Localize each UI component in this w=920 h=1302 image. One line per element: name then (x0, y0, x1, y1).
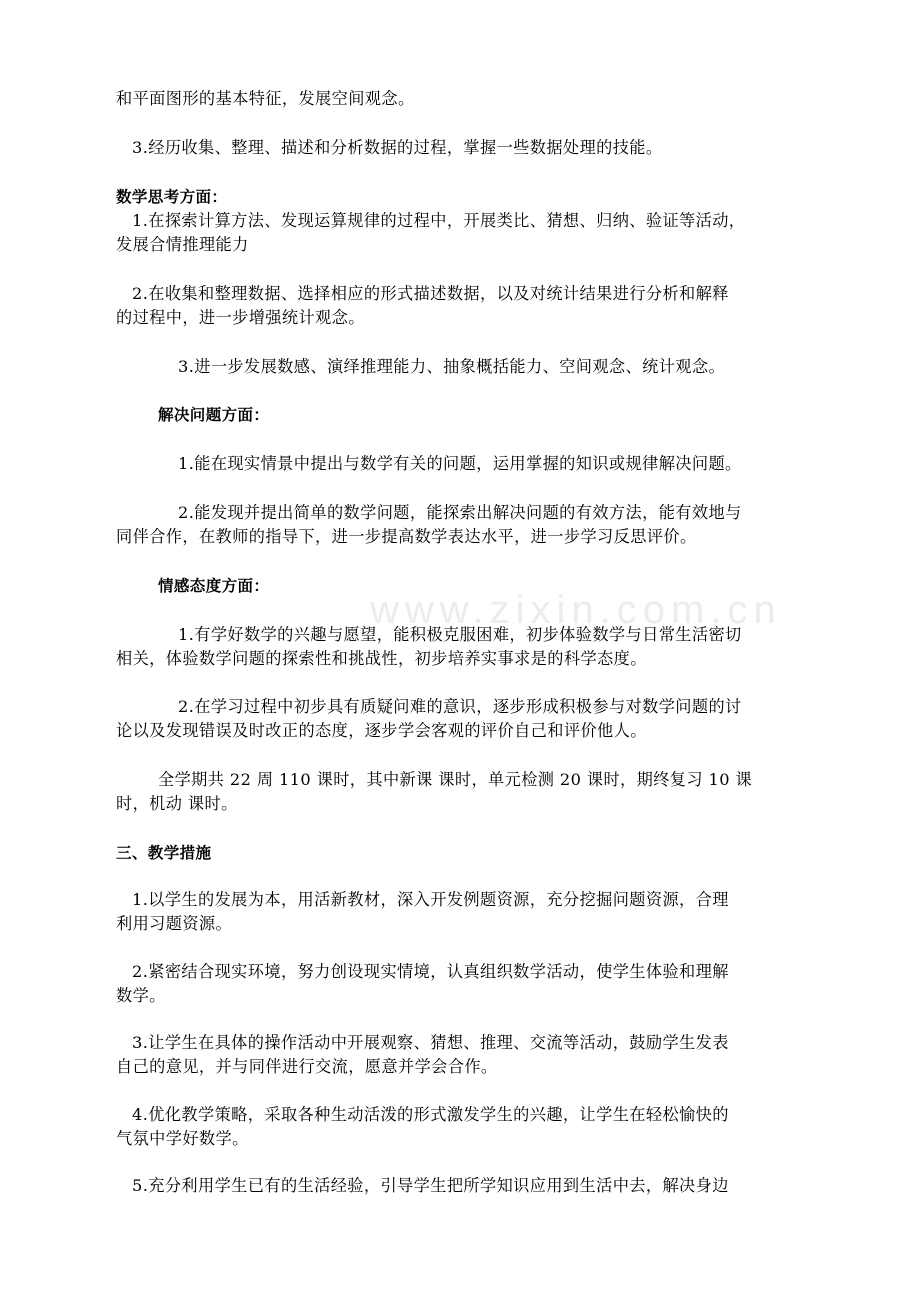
paragraph-line: 2.在学习过程中初步具有质疑问难的意识，逐步形成积极参与对数学问题的讨 (178, 697, 742, 716)
paragraph-line: 1.有学好数学的兴趣与愿望，能积极克服困难，初步体验数学与日常生活密切 (178, 625, 742, 644)
paragraph-line: 2.在收集和整理数据、选择相应的形式描述数据，以及对统计结果进行分析和解释 (132, 284, 729, 303)
section-heading: 情感态度方面： (158, 577, 270, 595)
paragraph-line: 4.优化教学策略，采取各种生动活泼的形式激发学生的兴趣，让学生在轻松愉快的 (132, 1105, 729, 1124)
paragraph-line: 同伴合作，在教师的指导下，进一步提高数学表达水平，进一步学习反思评价。 (116, 527, 697, 546)
watermark: www.zixin.com.cn (370, 588, 782, 632)
paragraph-line: 时，机动 课时。 (116, 794, 238, 813)
section-heading: 解决问题方面： (158, 406, 270, 424)
paragraph-line: 论以及发现错误及时改正的态度，逐步学会客观的评价自己和评价他人。 (116, 721, 647, 740)
paragraph-line: 3.进一步发展数感、演绎推理能力、抽象概括能力、空间观念、统计观念。 (178, 357, 726, 376)
paragraph-line: 气氛中学好数学。 (116, 1129, 249, 1148)
paragraph-line: 1.能在现实情景中提出与数学有关的问题，运用掌握的知识或规律解决问题。 (178, 454, 742, 473)
paragraph-line: 3.让学生在具体的操作活动中开展观察、猜想、推理、交流等活动，鼓励学生发表 (132, 1033, 729, 1052)
paragraph-line: 的过程中，进一步增强统计观念。 (116, 308, 365, 327)
section-heading: 三、教学措施 (116, 844, 212, 862)
paragraph-line: 3.经历收集、整理、描述和分析数据的过程，掌握一些数据处理的技能。 (132, 138, 663, 157)
section-heading: 数学思考方面： (116, 188, 228, 206)
paragraph-line: 数学。 (116, 986, 166, 1005)
paragraph-line: 和平面图形的基本特征，发展空间观念。 (116, 89, 415, 108)
paragraph-line: 相关，体验数学问题的探索性和挑战性，初步培养实事求是的科学态度。 (116, 649, 647, 668)
paragraph-line: 1.以学生的发展为本，用活新教材，深入开发例题资源，充分挖掘问题资源，合理 (132, 890, 729, 909)
paragraph-line: 利用习题资源。 (116, 914, 233, 933)
paragraph-line: 2.紧密结合现实环境，努力创设现实情境，认真组织数学活动，使学生体验和理解 (132, 962, 729, 981)
paragraph-line: 发展合情推理能力 (116, 235, 249, 254)
paragraph-line: 2.能发现并提出简单的数学问题，能探索出解决问题的有效方法，能有效地与 (178, 503, 742, 522)
paragraph-line: 自己的意见，并与同伴进行交流，愿意并学会合作。 (116, 1057, 498, 1076)
paragraph-line: 1.在探索计算方法、发现运算规律的过程中，开展类比、猜想、归纳、验证等活动， (132, 211, 746, 230)
paragraph-line: 全学期共 22 周 110 课时，其中新课 课时，单元检测 20 课时，期终复习 10 课 (158, 770, 753, 789)
paragraph-line: 5.充分利用学生已有的生活经验，引导学生把所学知识应用到生活中去，解决身边 (132, 1176, 729, 1195)
